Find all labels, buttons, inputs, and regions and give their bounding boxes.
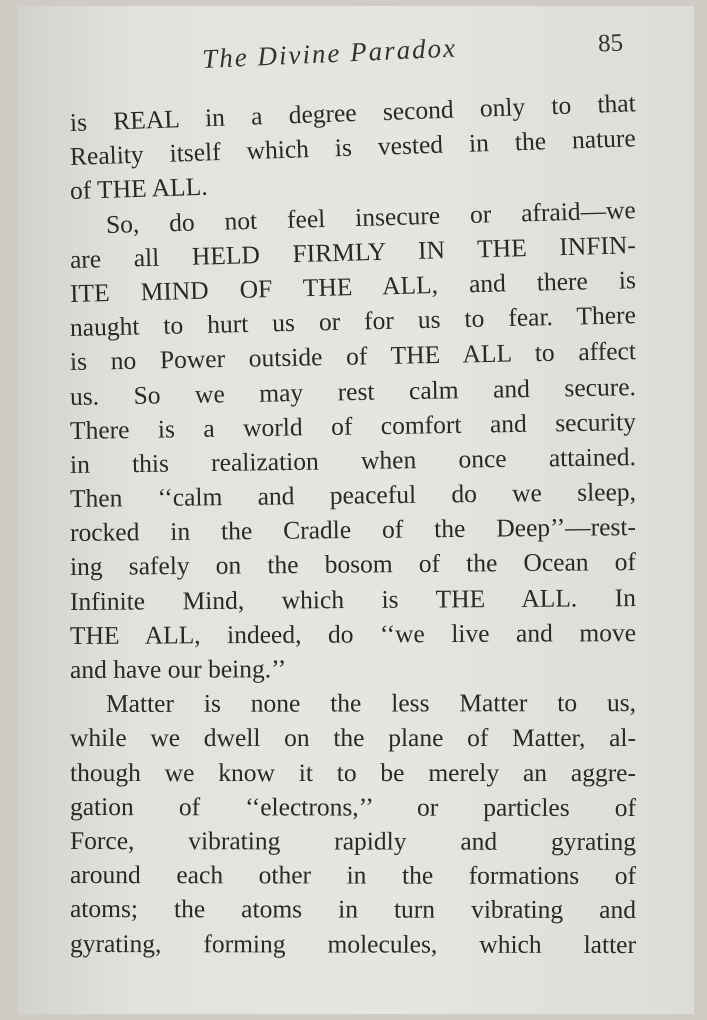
text-line: in this realization when once attained.	[69, 441, 637, 479]
text-line: So, do not feel insecure or afraid—we	[105, 194, 637, 239]
page-header	[18, 6, 694, 96]
book-page	[18, 6, 694, 1014]
text-line: rocked in the Cradle of the Deep’’—rest-	[69, 512, 637, 548]
text-line: around each other in the formations of	[69, 860, 637, 891]
body-text	[69, 88, 637, 961]
text-line: gyrating, forming molecules, which latter	[69, 928, 637, 959]
running-title: The Divine Paradox	[201, 32, 458, 75]
text-line: atoms; the atoms in turn vibrating and	[69, 894, 637, 925]
text-line: us. So we may rest calm and secure.	[69, 371, 637, 411]
text-line: ing safely on the bosom of the Ocean of	[69, 547, 637, 582]
text-line: Infinite Mind, which is THE ALL. In	[69, 582, 637, 616]
text-line: is REAL in a degree second only to that	[69, 88, 637, 137]
text-line: There is a world of comfort and security	[69, 406, 637, 445]
text-line: Then ‘‘calm and peaceful do we sleep,	[69, 477, 637, 514]
page-number: 85	[597, 29, 624, 58]
text-line: are all HELD FIRMLY IN THE INFIN-	[69, 229, 637, 274]
text-line: gation of ‘‘electrons,’’ or particles of	[69, 791, 637, 822]
text-line: of THE ALL.	[69, 172, 209, 206]
text-line: is no Power outside of THE ALL to affect	[69, 336, 637, 377]
text-line: while we dwell on the plane of Matter, al-	[70, 723, 636, 753]
text-line: THE ALL, indeed, do ‘‘we live and move	[69, 617, 637, 650]
text-line: Reality itself which is vested in the nature	[69, 123, 637, 172]
text-line: ITE MIND OF THE ALL, and there is	[69, 265, 637, 308]
text-line: Force, vibrating rapidly and gyrating	[69, 825, 637, 856]
text-line: though we know it to be merely an aggre-	[70, 757, 636, 787]
text-line: naught to hurt us or for us to fear. There	[69, 300, 637, 343]
text-line: Matter is none the less Matter to us,	[105, 688, 637, 719]
text-line: and have our being.’’	[69, 654, 287, 684]
